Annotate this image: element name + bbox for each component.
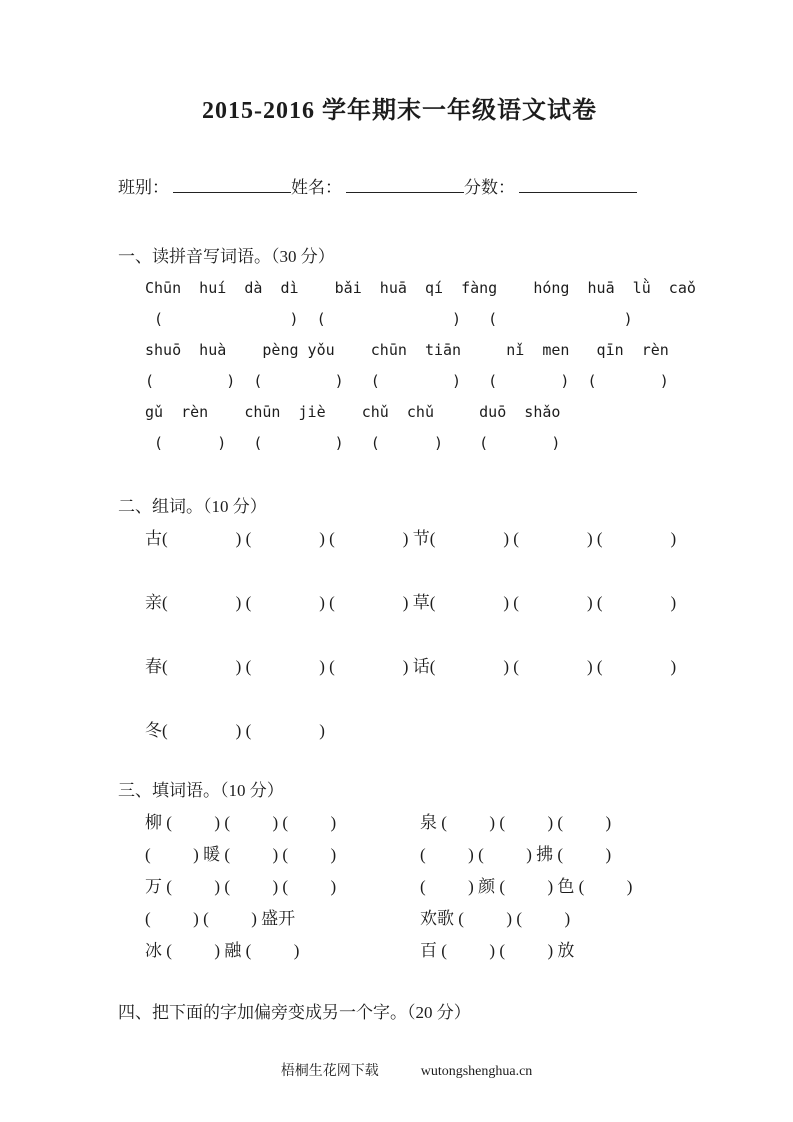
footer [118, 1042, 681, 1102]
footer-site-url: wutongshenghua.cn [420, 1064, 533, 1079]
footer-site-name: 梧桐生花网下载 [280, 1064, 379, 1079]
fill-words-row [118, 839, 681, 871]
fill-words-left: ( ) 暖 ( ) ( ) [145, 845, 337, 864]
section-3-heading: 三、填词语。（10 分） [118, 781, 284, 800]
fill-words-row [118, 935, 681, 967]
word-building-row: 亲( ) ( ) ( ) 草( ) ( ) ( ) [145, 593, 677, 612]
fill-words-left: 冰 ( ) 融 ( ) [145, 941, 300, 960]
name-label: 姓名： [291, 178, 342, 197]
section-pinyin-words [118, 241, 696, 459]
page-title: 2015-2016 学年期末一年级语文试卷 [202, 98, 597, 124]
fill-words-right: 欢歌 ( ) ( ) [420, 909, 571, 928]
fill-words-left: ( ) ( ) 盛开 [145, 909, 296, 928]
fill-words-right: 百 ( ) ( ) 放 [420, 941, 575, 960]
word-building-row: 古( ) ( ) ( ) 节( ) ( ) ( ) [145, 529, 677, 548]
answer-blanks-line-3: ( ) ( ) ( ) ( ) [145, 434, 561, 452]
pinyin-line-3: gǔ rèn chūn jiè chǔ chǔ duō shǎo [145, 403, 561, 421]
section-fill-words [118, 775, 681, 967]
student-info-line [118, 175, 681, 199]
class-label: 班别： [118, 178, 169, 197]
fill-words-row [118, 903, 681, 935]
fill-words-left: 万 ( ) ( ) ( ) [145, 877, 337, 896]
section-2-heading: 二、组词。（10 分） [118, 497, 267, 516]
score-label: 分数： [464, 178, 515, 197]
pinyin-line-1: Chūn huí dà dì bǎi huā qí fàng hóng huā lǜ caǒ [145, 279, 696, 297]
score-blank-line [519, 175, 637, 193]
fill-words-right: ( ) ( ) 拂 ( ) [420, 845, 612, 864]
word-building-row: 冬( ) ( ) [145, 721, 325, 740]
section-add-radical [118, 997, 681, 1029]
answer-blanks-line-1: ( ) ( ) ( ) [145, 310, 633, 328]
fill-words-row [118, 807, 681, 839]
pinyin-line-2: shuō huà pèng yǒu chūn tiān nǐ men qīn rèn [145, 341, 669, 359]
fill-words-left: 柳 ( ) ( ) ( ) [145, 813, 337, 832]
name-blank-line [346, 175, 464, 193]
class-blank-line [173, 175, 291, 193]
section-word-building [118, 491, 681, 747]
section-4-heading: 四、把下面的字加偏旁变成另一个字。（20 分） [118, 1003, 471, 1022]
fill-words-right: ( ) 颜 ( ) 色 ( ) [420, 877, 633, 896]
fill-words-row [118, 871, 681, 903]
word-building-row: 春( ) ( ) ( ) 话( ) ( ) ( ) [145, 657, 677, 676]
answer-blanks-line-2: ( ) ( ) ( ) ( ) ( ) [145, 372, 669, 390]
section-1-heading: 一、读拼音写词语。（30 分） [118, 247, 335, 266]
fill-words-right: 泉 ( ) ( ) ( ) [420, 813, 612, 832]
